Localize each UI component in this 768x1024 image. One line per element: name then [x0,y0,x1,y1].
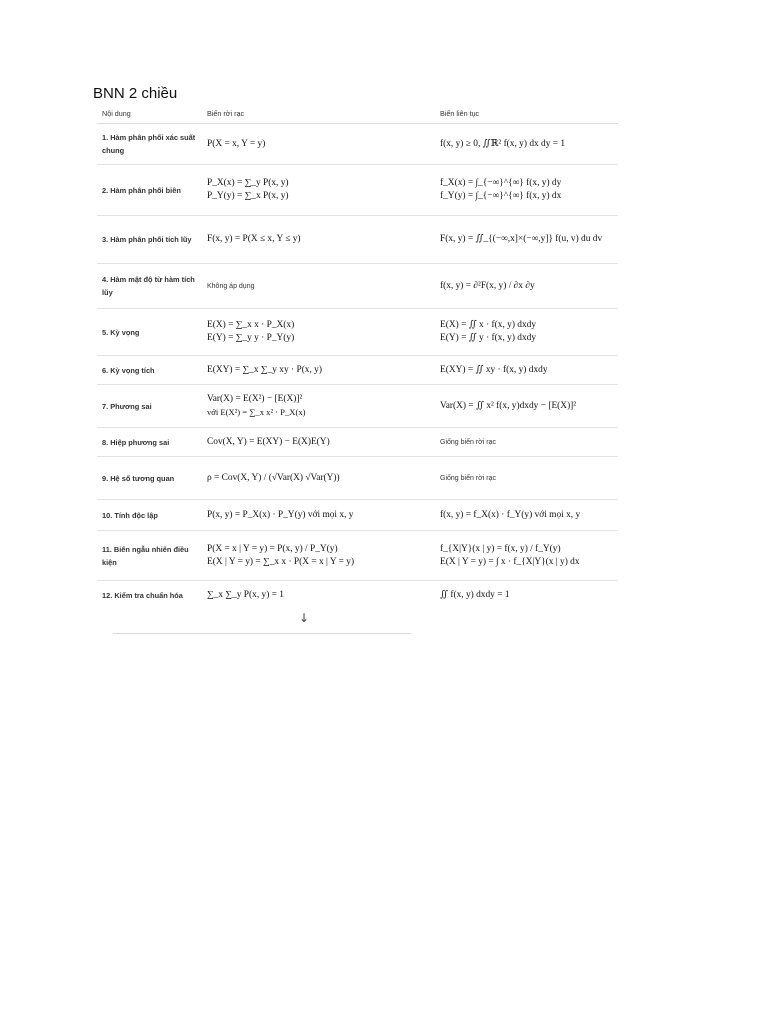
formula-line: P_X(x) = ∑_y P(x, y) [207,178,289,188]
formula-line: ∬ f(x, y) dxdy = 1 [440,589,510,600]
formula-line: P(X = x, Y = y) [207,138,266,149]
formula-line: Giống biến rời rạc [440,474,496,482]
discrete-formula [202,216,435,263]
discrete-formula [202,428,435,456]
discrete-formula [202,165,435,215]
header-continuous: Biến liên tục [440,108,480,118]
formula-line: Cov(X, Y) = E(XY) − E(X)E(Y) [207,436,330,447]
row-label: 1. Hàm phân phối xác suất chung [102,133,196,155]
formula-line: f(x, y) = ∂²F(x, y) / ∂x ∂y [440,280,535,291]
table-row [97,428,618,457]
row-label: 2. Hàm phân phối biên [102,185,181,195]
table-row [97,500,618,531]
formula-line: E(XY) = ∬ xy · f(x, y) dxdy [440,364,548,375]
formula-line: ρ = Cov(X, Y) / (√Var(X) √Var(Y)) [207,472,340,483]
row-label: 4. Hàm mật độ từ hàm tích lũy [102,275,195,297]
table-row [97,356,618,385]
formula-line: E(X) = ∬ x · f(x, y) dxdy [440,320,537,330]
formula-line: Var(X) = E(X²) − [E(X)]² [207,394,303,404]
formula-line: E(Y) = ∑_y y · P_Y(y) [207,333,295,343]
row-label: 10. Tính độc lập [102,510,158,520]
row-label: 11. Biến ngẫu nhiên điều kiện [102,544,189,567]
header-discrete: Biến rời rạc [207,108,245,118]
discrete-formula [202,385,435,427]
row-label: 9. Hệ số tương quan [102,473,175,483]
discrete-formula [202,457,435,499]
formula-line: E(X | Y = y) = ∫ x · f_{X|Y}(x | y) dx [440,556,580,567]
table-row [97,124,618,165]
formula-line: f_X(x) = ∫_{−∞}^{∞} f(x, y) dy [440,178,562,188]
table-row [97,457,618,500]
discrete-formula [202,124,435,164]
continuous-formula [435,457,618,499]
scroll-down-icon[interactable]: ↓ [298,611,310,625]
header-content: Nội dung [102,108,131,118]
discrete-formula [202,264,435,308]
table-row [97,581,618,609]
discrete-formula [202,500,435,530]
row-label: 12. Kiểm tra chuẩn hóa [102,590,183,600]
formula-line: Var(X) = ∬ x² f(x, y)dxdy − [E(X)]² [440,400,577,411]
formula-line: f(x, y) ≥ 0, ∬ℝ² f(x, y) dx dy = 1 [440,138,566,149]
discrete-formula [202,581,435,609]
continuous-formula [435,428,618,456]
row-label: 7. Phương sai [102,401,152,411]
continuous-formula [435,264,618,308]
table-row [97,531,618,581]
continuous-formula [435,216,618,263]
formula-line: E(Y) = ∬ y · f(x, y) dxdy [440,333,537,343]
continuous-formula [435,309,618,355]
document-title: BNN 2 chiều [93,85,178,102]
continuous-formula [435,356,618,384]
table-row [97,385,618,428]
continuous-formula [435,124,618,164]
table-row [97,264,618,309]
row-label: 8. Hiệp phương sai [102,437,170,447]
row-label: 3. Hàm phân phối tích lũy [102,235,192,244]
formula-table [97,103,618,609]
continuous-formula [435,531,618,580]
table-row [97,216,618,264]
formula-line: P(x, y) = P_X(x) · P_Y(y) với mọi x, y [207,509,354,520]
discrete-formula [202,356,435,384]
row-label: 6. Kỳ vọng tích [102,365,155,375]
continuous-formula [435,581,618,609]
formula-line: ∑_x ∑_y P(x, y) = 1 [207,589,284,600]
formula-line: P(X = x | Y = y) = P(x, y) / P_Y(y) [207,543,338,554]
formula-line: F(x, y) = P(X ≤ x, Y ≤ y) [207,234,301,244]
formula-line: F(x, y) = ∬_{(−∞,x]×(−∞,y]} f(u, v) du dv [440,234,603,244]
continuous-formula [435,385,618,427]
formula-line: f(x, y) = f_X(x) · f_Y(y) với mọi x, y [440,509,581,520]
formula-line: f_{X|Y}(x | y) = f(x, y) / f_Y(y) [440,543,561,554]
discrete-formula [202,531,435,580]
table-row [97,165,618,216]
formula-line: với E(X²) = ∑_x x² · P_X(x) [207,407,306,417]
row-label: 5. Kỳ vọng [102,327,140,337]
continuous-formula [435,165,618,215]
formula-line: f_Y(y) = ∫_{−∞}^{∞} f(x, y) dx [440,191,562,201]
formula-line: P_Y(y) = ∑_x P(x, y) [207,191,289,201]
table-header-row [97,103,618,124]
continuous-formula [435,500,618,530]
discrete-formula [202,309,435,355]
divider [113,633,411,634]
formula-line: Giống biến rời rạc [440,438,496,446]
formula-line: E(X) = ∑_x x · P_X(x) [207,320,295,330]
formula-line: E(XY) = ∑_x ∑_y xy · P(x, y) [207,364,322,375]
table-row [97,309,618,356]
formula-line: Không áp dụng [207,282,255,290]
formula-line: E(X | Y = y) = ∑_x x · P(X = x | Y = y) [207,556,355,567]
